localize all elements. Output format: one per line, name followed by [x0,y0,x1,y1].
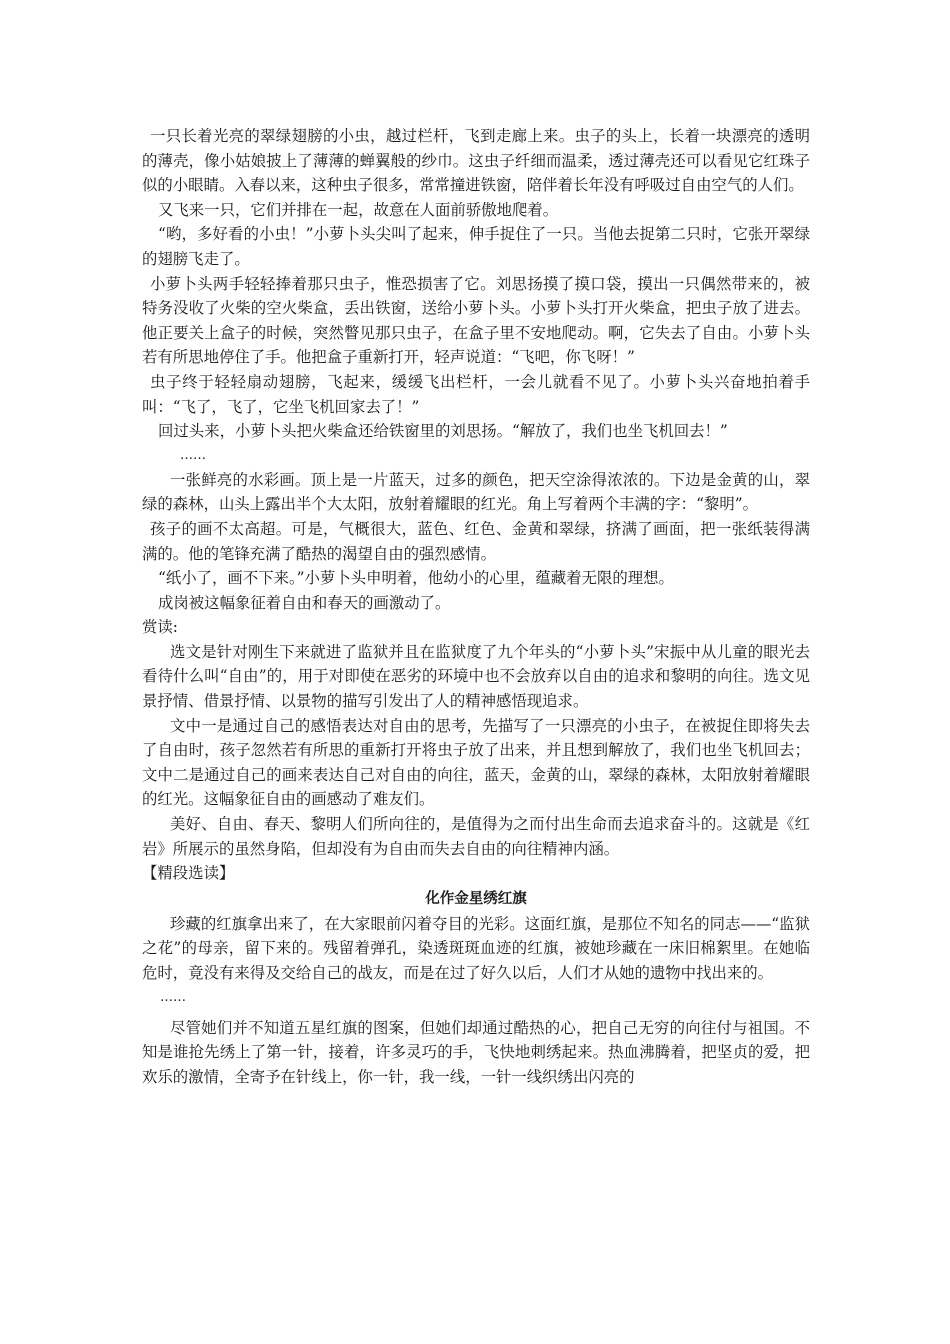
paragraph: 孩子的画不太高超。可是，气概很大，蓝色、红色、金黄和翠绿，挤满了画面，把一张纸装得满满的。他的笔锋充满了酷热的渴望自由的强烈感情。 [142,519,810,563]
paragraph: 又飞来一只，它们并排在一起，故意在人面前骄傲地爬着。 [158,200,559,219]
paragraph: 小萝卜头两手轻轻捧着那只虫子，惟恐损害了它。刘思扬摸了摸口袋，摸出一只偶然带来的，被特务没收了火柴的空火柴盒，丢出铁窗，送给小萝卜头。小萝卜头打开火柴盒，把虫子放了进去。他正要关上盒子的时候，突然瞥见那只虫子，在盒子里不安地爬动。啊，它失去了自由。小萝卜头若有所思地停住了手。他把盒子重新打开，轻声说道：“飞吧，你飞呀！” [142,274,810,367]
paragraph: 一张鲜亮的水彩画。顶上是一片蓝天，过多的颜色，把天空涂得浓浓的。下边是金黄的山，翠绿的森林，山头上露出半个大太阳，放射着耀眼的红光。角上写着两个丰满的字：“黎明”。 [142,470,810,514]
paragraph: 虫子终于轻轻扇动翅膀，飞起来，缓缓飞出栏杆，一会儿就看不见了。小萝卜头兴奋地拍着手叫：“飞了，飞了，它坐飞机回家去了！” [142,372,810,416]
article-title: 化作金星绣红旗 [425,890,527,907]
paragraph: 尽管她们并不知道五星红旗的图案，但她们却通过酷热的心，把自己无穷的向往付与祖国。不知是谁抢先绣上了第一针，接着，许多灵巧的手，飞快地刺绣起来。热血沸腾着，把坚贞的爱，把欢乐的激情，全寄予在针线上，你一针，我一线，一针一线织绣出闪亮的 [142,1018,810,1086]
paragraph: “纸小了，画不下来。”小萝卜头申明着，他幼小的心里，蕴藏着无限的理想。 [158,569,674,588]
paragraph: 选文是针对刚生下来就进了监狱并且在监狱度了九个年头的“小萝卜头”宋振中从儿童的眼光去看待什么叫“自由”的，用于对即使在恶劣的环境中也不会放弃以自由的追求和黎明的向往。选文见景抒情、借景抒情、以景物的描写引发出了人的精神感悟现追求。 [142,642,810,711]
paragraph: 成岗被这幅象征着自由和春天的画激动了。 [158,593,451,612]
paragraph: “哟，多好看的小虫！”小萝卜头尖叫了起来，伸手捉住了一只。当他去捉第二只时，它张开翠绿的翅膀飞走了。 [142,225,810,268]
section-label: 【精段选读】 [142,864,235,883]
appreciation-label: 赏读: [142,618,178,637]
paragraph: 美好、自由、春天、黎明人们所向往的，是值得为之而付出生命而去追求奋斗的。这就是《红岩》所展示的虽然身陷，但却没有为自由而失去自由的向往精神内涵。 [142,815,810,858]
document-page [142,124,810,1089]
paragraph: 一只长着光亮的翠绿翅膀的小虫，越过栏杆，飞到走廊上来。虫子的头上，长着一块漂亮的透明的薄壳，像小姑娘披上了薄薄的蝉翼般的纱巾。这虫子纤细而温柔，透过薄壳还可以看见它红珠子似的小眼睛。入春以来，这种虫子很多，常常撞进铁窗，陪伴着长年没有呼吸过自由空气的人们。 [142,127,810,195]
paragraph: 珍藏的红旗拿出来了，在大家眼前闪着夺目的光彩。这面红旗，是那位不知名的同志——“监狱之花”的母亲，留下来的。残留着弹孔，染透斑斑血迹的红旗，被她珍藏在一床旧棉絮里。在她临危时，竟没有来得及交给自己的战友，而是在过了好久以后，人们才从她的遗物中找出来的。 [142,914,810,982]
paragraph: 回过头来，小萝卜头把火柴盒还给铁窗里的刘思扬。“解放了，我们也坐飞机回去！” [158,422,728,441]
ellipsis: …… [160,989,186,1005]
ellipsis: …… [180,447,206,463]
paragraph: 文中一是通过自己的感悟表达对自由的思考，先描写了一只漂亮的小虫子，在被捉住即将失去了自由时，孩子忽然若有所思的重新打开将虫子放了出来，并且想到解放了，我们也坐飞机回去；文中二是通过自己的画来表达自己对自由的向往，蓝天，金黄的山，翠绿的森林，太阳放射着耀眼的红光。这幅象征自由的画感动了难友们。 [142,716,810,809]
